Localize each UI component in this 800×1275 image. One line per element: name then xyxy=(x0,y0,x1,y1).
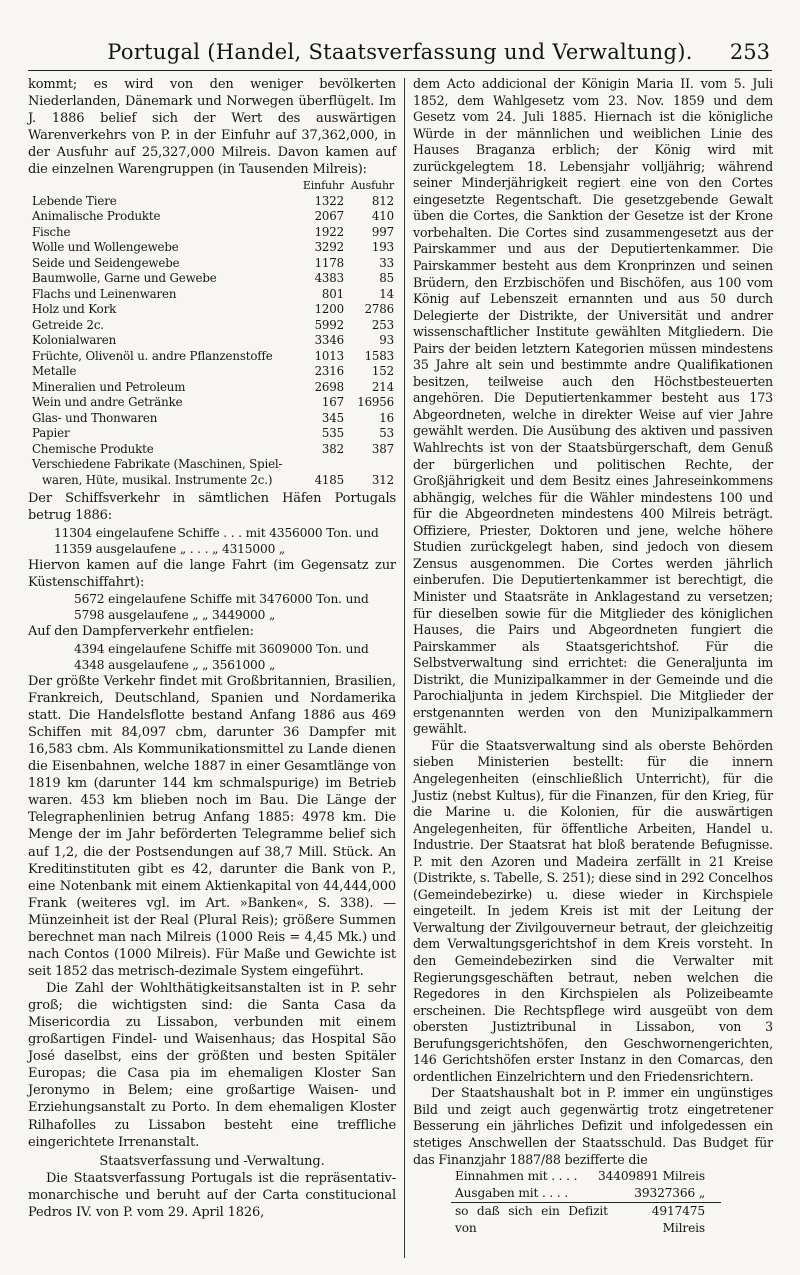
page-number: 253 xyxy=(729,40,770,64)
income-value: 34409891 Milreis xyxy=(598,1169,705,1184)
export-value: 2786 xyxy=(364,302,394,317)
goods-name: Animalische Produkte xyxy=(32,209,161,224)
export-value: 387 xyxy=(371,441,394,456)
table-row xyxy=(32,256,394,272)
export-value: 253 xyxy=(371,317,394,332)
goods-name: Wein und andre Getränke xyxy=(32,395,183,410)
import-value: 535 xyxy=(321,426,344,441)
administration-paragraph: Für die Staatsverwaltung sind als oberste Behörden sieben Ministerien bestellt: für die innern Angelegenheiten (einschließlich Unterricht), für die Justiz (nebst Kultus), für die Finanzen, für den Krieg, für die Marine u. die Kolonien, für die auswärtigen Angelegenheiten, für öffentliche Arbeiten, Handel u. Industrie. Der Staatsrat hat bloß beratende Befugnisse. P. mit den Azoren und Madeira zerfällt in 21 Kreise (Distrikte, s. Tabelle, S. 251); diese sind in 292 Concelhos (Gemeindebezirke) u. diese wieder in Kirchspiele eingeteilt. In jedem Kreis ist mit der Leitung der Verwaltung der Zivilgouverneur betraut, der gleichzeitig dem Verwaltungsgerichtshof in dem Kreis vorsteht. In den Gemeindebezirken sind die Verwalter mit Regierungsgeschäften betraut, neben welchen die Regedores in den Kirchspielen als Polizeibeamte erscheinen. Die Rechtspflege wird ausgeübt von dem obersten Justiztribunal in Lissabon, von 3 Berufungsgerichtshöfen, den Geschwornengerichten, 146 Gerichtshöfen erster Instanz in den Comarcas, den ordentlichen Einzelrichtern und den Friedensrichtern. xyxy=(413,737,773,1084)
goods-name: Fische xyxy=(32,224,71,239)
expense-value: 39327366 „ xyxy=(634,1186,705,1201)
far-intro: Hiervon kamen auf die lange Fahrt (im Gegensatz zur Küstenschiffahrt): xyxy=(28,557,396,590)
page-title: Portugal (Handel, Staatsverfassung und Verwaltung). xyxy=(107,40,693,64)
import-value: 2698 xyxy=(314,379,344,394)
export-value: 214 xyxy=(371,379,394,394)
export-value: 410 xyxy=(371,209,394,224)
export-value: 997 xyxy=(371,224,394,239)
import-header: Einfuhr xyxy=(302,179,344,193)
right-column xyxy=(413,76,773,1237)
goods-name: Papier xyxy=(32,426,70,441)
deficit-label: so daß sich ein Defizit von xyxy=(455,1204,608,1236)
goods-name: Getreide 2c. xyxy=(32,317,104,332)
deficit-value: 4917475 Milreis xyxy=(651,1204,705,1236)
import-value: 167 xyxy=(321,395,344,410)
table-row xyxy=(32,395,394,411)
import-value: 5992 xyxy=(314,317,344,332)
table-row xyxy=(32,240,394,256)
export-value: 16 xyxy=(379,410,394,425)
steam-line: 4394 eingelaufene Schiffe mit 3609000 Ton. und xyxy=(74,641,369,656)
goods-name: Mineralien und Petroleum xyxy=(32,379,186,394)
export-value: 53 xyxy=(379,426,394,441)
table-row xyxy=(32,364,394,380)
import-value: 1922 xyxy=(314,224,344,239)
import-value: 4185 xyxy=(314,472,344,487)
import-value: 1178 xyxy=(314,255,344,270)
goods-name: Verschiedene Fabrikate (Maschinen, Spiel- xyxy=(32,457,283,472)
deficit-table xyxy=(455,1203,705,1237)
table-row xyxy=(32,194,394,210)
import-value: 382 xyxy=(321,441,344,456)
table-row xyxy=(455,1185,705,1202)
goods-name: Früchte, Olivenöl u. andre Pflanzenstoffe xyxy=(32,348,273,363)
goods-name: Flachs und Leinenwaren xyxy=(32,286,177,301)
import-value: 345 xyxy=(321,410,344,425)
constitution-continued-paragraph: dem Acto addicional der Königin Maria II. vom 5. Juli 1852, dem Wahlgesetz vom 23. Nov. 1859 und dem Gesetz vom 24. Juli 1885. Hiernach ist die königliche Würde in der männlichen und weiblichen Linie des Hauses Braganza erblich; der König wird mit zurückgelegtem 18. Lebensjahr volljährig; während seiner Minderjährigkeit regiert eine von den Cortes eingesetzte Regentschaft. Die gesetzgebende Gewalt üben die Cortes, die Sanktion der Gesetze ist der Krone vorbehalten. Die Cortes sind zusammengesetzt aus der Pairskammer und aus der Deputiertenkammer. Die Pairskammer besteht aus dem Kronprinzen und seinen Brüdern, den Erzbischöfen und Bischöfen, aus 100 vom König auf Lebenszeit ernannten und aus 50 durch Delegierte der Distrikte, der Universität und andrer wissenschaftlicher Institute gewählten Mitgliedern. Die Pairs der beiden letztern Kategorien müssen mindestens 35 Jahre alt sein und bestimmte andre Qualifikationen besitzen, teilweise auch den Höchstbesteuerten angehören. Die Deputiertenkammer besteht aus 173 Abgeordneten, welche in direkter Weise auf vier Jahre gewählt werden. Die Ausübung des aktiven und passiven Wahlrechts ist von der Staatsbürgerschaft, dem Genuß der bürgerlichen und politischen Rechte, der Großjährigkeit und dem Besitz eines Jahreseinkommens abhängig, welches für die Wähler mindestens 100 und für die Abgeordneten mindestens 400 Milreis beträgt. Offiziere, Priester, Doktoren und jene, welche höhere Studien zurückgelegt haben, sind jedoch von diesem Zensus ausgenommen. Die Cortes werden jährlich einberufen. Die Deputiertenkammer ist berechtigt, die Minister und Staatsräte in Anklagestand zu versetzen; für dieselben sowie für die Mitglieder des königlichen Hauses, die Pairs und Abgeordneten fungiert die Pairskammer als Staatsgerichtshof. Für die Selbstverwaltung sind errichtet: die Generaljunta im Distrikt, die Munizipalkammer in der Gemeinde und die Parochialjunta in jedem Kirchspiel. Die Mitglieder der erstgenannten werden von den Munizipalkammern gewählt. xyxy=(413,76,773,737)
far-line: 5672 eingelaufene Schiffe mit 3476000 Ton. und xyxy=(74,592,369,607)
far-line: 5798 ausgelaufene „ „ 3449000 „ xyxy=(74,608,276,623)
budget-paragraph: Der Staatshaushalt bot in P. immer ein ungünstiges Bild und zeigt auch gegenwärtig trotz eingetretener Besserung ein jährliches Defizit und infolgedessen ein stetiges Anschwellen der Staatsschuld. Das Budget für das Finanzjahr 1887/88 bezifferte die xyxy=(413,1085,773,1167)
goods-name: Chemische Produkte xyxy=(32,441,154,456)
table-row xyxy=(32,318,394,334)
trade-partners-paragraph: Der größte Verkehr findet mit Großbritannien, Brasilien, Frankreich, Deutschland, Spanien und Nordamerika statt. Die Handelsflotte bestand Anfang 1886 aus 469 Schiffen mit 84,097 cbm, darunter 36 Dampfer mit 16,583 cbm. Als Kommunikationsmittel zu Lande dienen die Eisenbahnen, welche 1887 in einer Gesamtlänge von 1819 km (darunter 144 km schmalspurige) im Betrieb waren. 453 km blieben noch im Bau. Die Länge der Telegraphenlinien betrug Anfang 1885: 4978 km. Die Menge der im Jahr beförderten Telegramme belief sich auf 1,2, die der Postsendungen auf 38,7 Mill. Stück. An Kreditinstituten gibt es 42, darunter die Bank von P., eine Notenbank mit einem Aktienkapital von 44,444,000 Frank (weiteres vgl. im Art. »Banken«, S. 338). — Münzeinheit ist der Real (Plural Reis); größere Summen berechnet man nach Milreis (1000 Reis = 4,45 Mk.) und nach Contos (1000 Milreis). Für Maße und Gewichte ist seit 1852 das metrisch-dezimale System eingeführt. xyxy=(28,673,396,979)
table-row xyxy=(32,411,394,427)
section-heading: Staatsverfassung und -Verwaltung. xyxy=(99,1153,325,1169)
table-row xyxy=(32,380,394,396)
expense-label: Ausgaben mit . . . . xyxy=(455,1186,569,1201)
export-header: Ausfuhr xyxy=(350,179,394,193)
goods-table xyxy=(32,178,394,488)
import-value: 1322 xyxy=(314,193,344,208)
table-row xyxy=(32,302,394,318)
table-row xyxy=(32,225,394,241)
income-label: Einnahmen mit . . . . xyxy=(455,1169,578,1184)
export-value: 33 xyxy=(379,255,394,270)
export-value: 14 xyxy=(379,286,394,301)
table-row xyxy=(32,349,394,365)
goods-table-header xyxy=(32,178,394,194)
column-divider xyxy=(404,78,405,1258)
budget-table xyxy=(455,1168,705,1202)
goods-name: Baumwolle, Garne und Gewebe xyxy=(32,271,217,286)
export-value: 1583 xyxy=(364,348,394,363)
import-value: 801 xyxy=(321,286,344,301)
export-value: 193 xyxy=(371,240,394,255)
table-row xyxy=(32,209,394,225)
goods-name: Holz und Kork xyxy=(32,302,117,317)
page-header xyxy=(28,38,772,71)
export-value: 93 xyxy=(379,333,394,348)
ship-line: 11304 eingelaufene Schiffe . . . mit 4356000 Ton. und xyxy=(54,525,379,540)
import-value: 2067 xyxy=(314,209,344,224)
goods-name: Lebende Tiere xyxy=(32,193,117,208)
ship-intro: Der Schiffsverkehr in sämtlichen Häfen Portugals betrug 1886: xyxy=(28,491,396,524)
import-value: 3292 xyxy=(314,240,344,255)
table-row xyxy=(455,1168,705,1185)
table-row xyxy=(32,333,394,349)
charity-paragraph: Die Zahl der Wohlthätigkeitsanstalten ist in P. sehr groß; die wichtigsten sind: die Santa Casa da Misericordia zu Lissabon, verbunden mit einem großartigen Findel- und Waisenhaus; das Hospital São José daselbst, eins der größten und besten Spitäler Europas; die Casa pia im ehemaligen Kloster San Jeronymo in Belem; eine großartige Waisen- und Erziehungsanstalt zu Porto. In dem ehemaligen Kloster Rilhafolles zu Lissabon besteht eine treffliche eingerichtete Irrenanstalt. xyxy=(28,981,396,1150)
import-value: 1200 xyxy=(314,302,344,317)
export-value: 85 xyxy=(379,271,394,286)
goods-name: Seide und Seidengewebe xyxy=(32,255,180,270)
ship-line: 11359 ausgelaufene „ . . . „ 4315000 „ xyxy=(54,541,286,556)
table-row xyxy=(455,1203,705,1237)
export-value: 16956 xyxy=(357,395,394,410)
goods-name: Wolle und Wollengewebe xyxy=(32,240,179,255)
import-value: 2316 xyxy=(314,364,344,379)
table-row xyxy=(32,271,394,287)
table-row xyxy=(32,457,394,473)
table-row xyxy=(32,287,394,303)
export-value: 812 xyxy=(371,193,394,208)
goods-name: waren, Hüte, musikal. Instrumente 2c.) xyxy=(42,472,273,487)
export-value: 312 xyxy=(371,472,394,487)
import-value: 4383 xyxy=(314,271,344,286)
goods-name: Metalle xyxy=(32,364,77,379)
constitution-paragraph: Die Staatsverfassung Portugals ist die repräsentativ-monarchische und beruht auf der Carta constitucional Pedros IV. von P. vom 29. April 1826, xyxy=(28,1170,396,1220)
goods-name: Glas- und Thonwaren xyxy=(32,410,158,425)
table-row xyxy=(32,426,394,442)
table-row xyxy=(32,473,394,489)
left-column xyxy=(28,76,396,1221)
steam-line: 4348 ausgelaufene „ „ 3561000 „ xyxy=(74,657,276,672)
trade-paragraph: kommt; es wird von den weniger bevölkerten Niederlanden, Dänemark und Norwegen überflügelt. Im J. 1886 belief sich der Wert des auswärtigen Warenverkehrs von P. in der Einfuhr auf 37,362,000, in der Ausfuhr auf 25,327,000 Milreis. Davon kamen auf die einzelnen Warengruppen (in Tausenden Milreis): xyxy=(28,77,396,178)
steam-intro: Auf den Dampferverkehr entfielen: xyxy=(28,624,254,640)
import-value: 1013 xyxy=(314,348,344,363)
table-row xyxy=(32,442,394,458)
goods-name: Kolonialwaren xyxy=(32,333,117,348)
export-value: 152 xyxy=(371,364,394,379)
import-value: 3346 xyxy=(314,333,344,348)
